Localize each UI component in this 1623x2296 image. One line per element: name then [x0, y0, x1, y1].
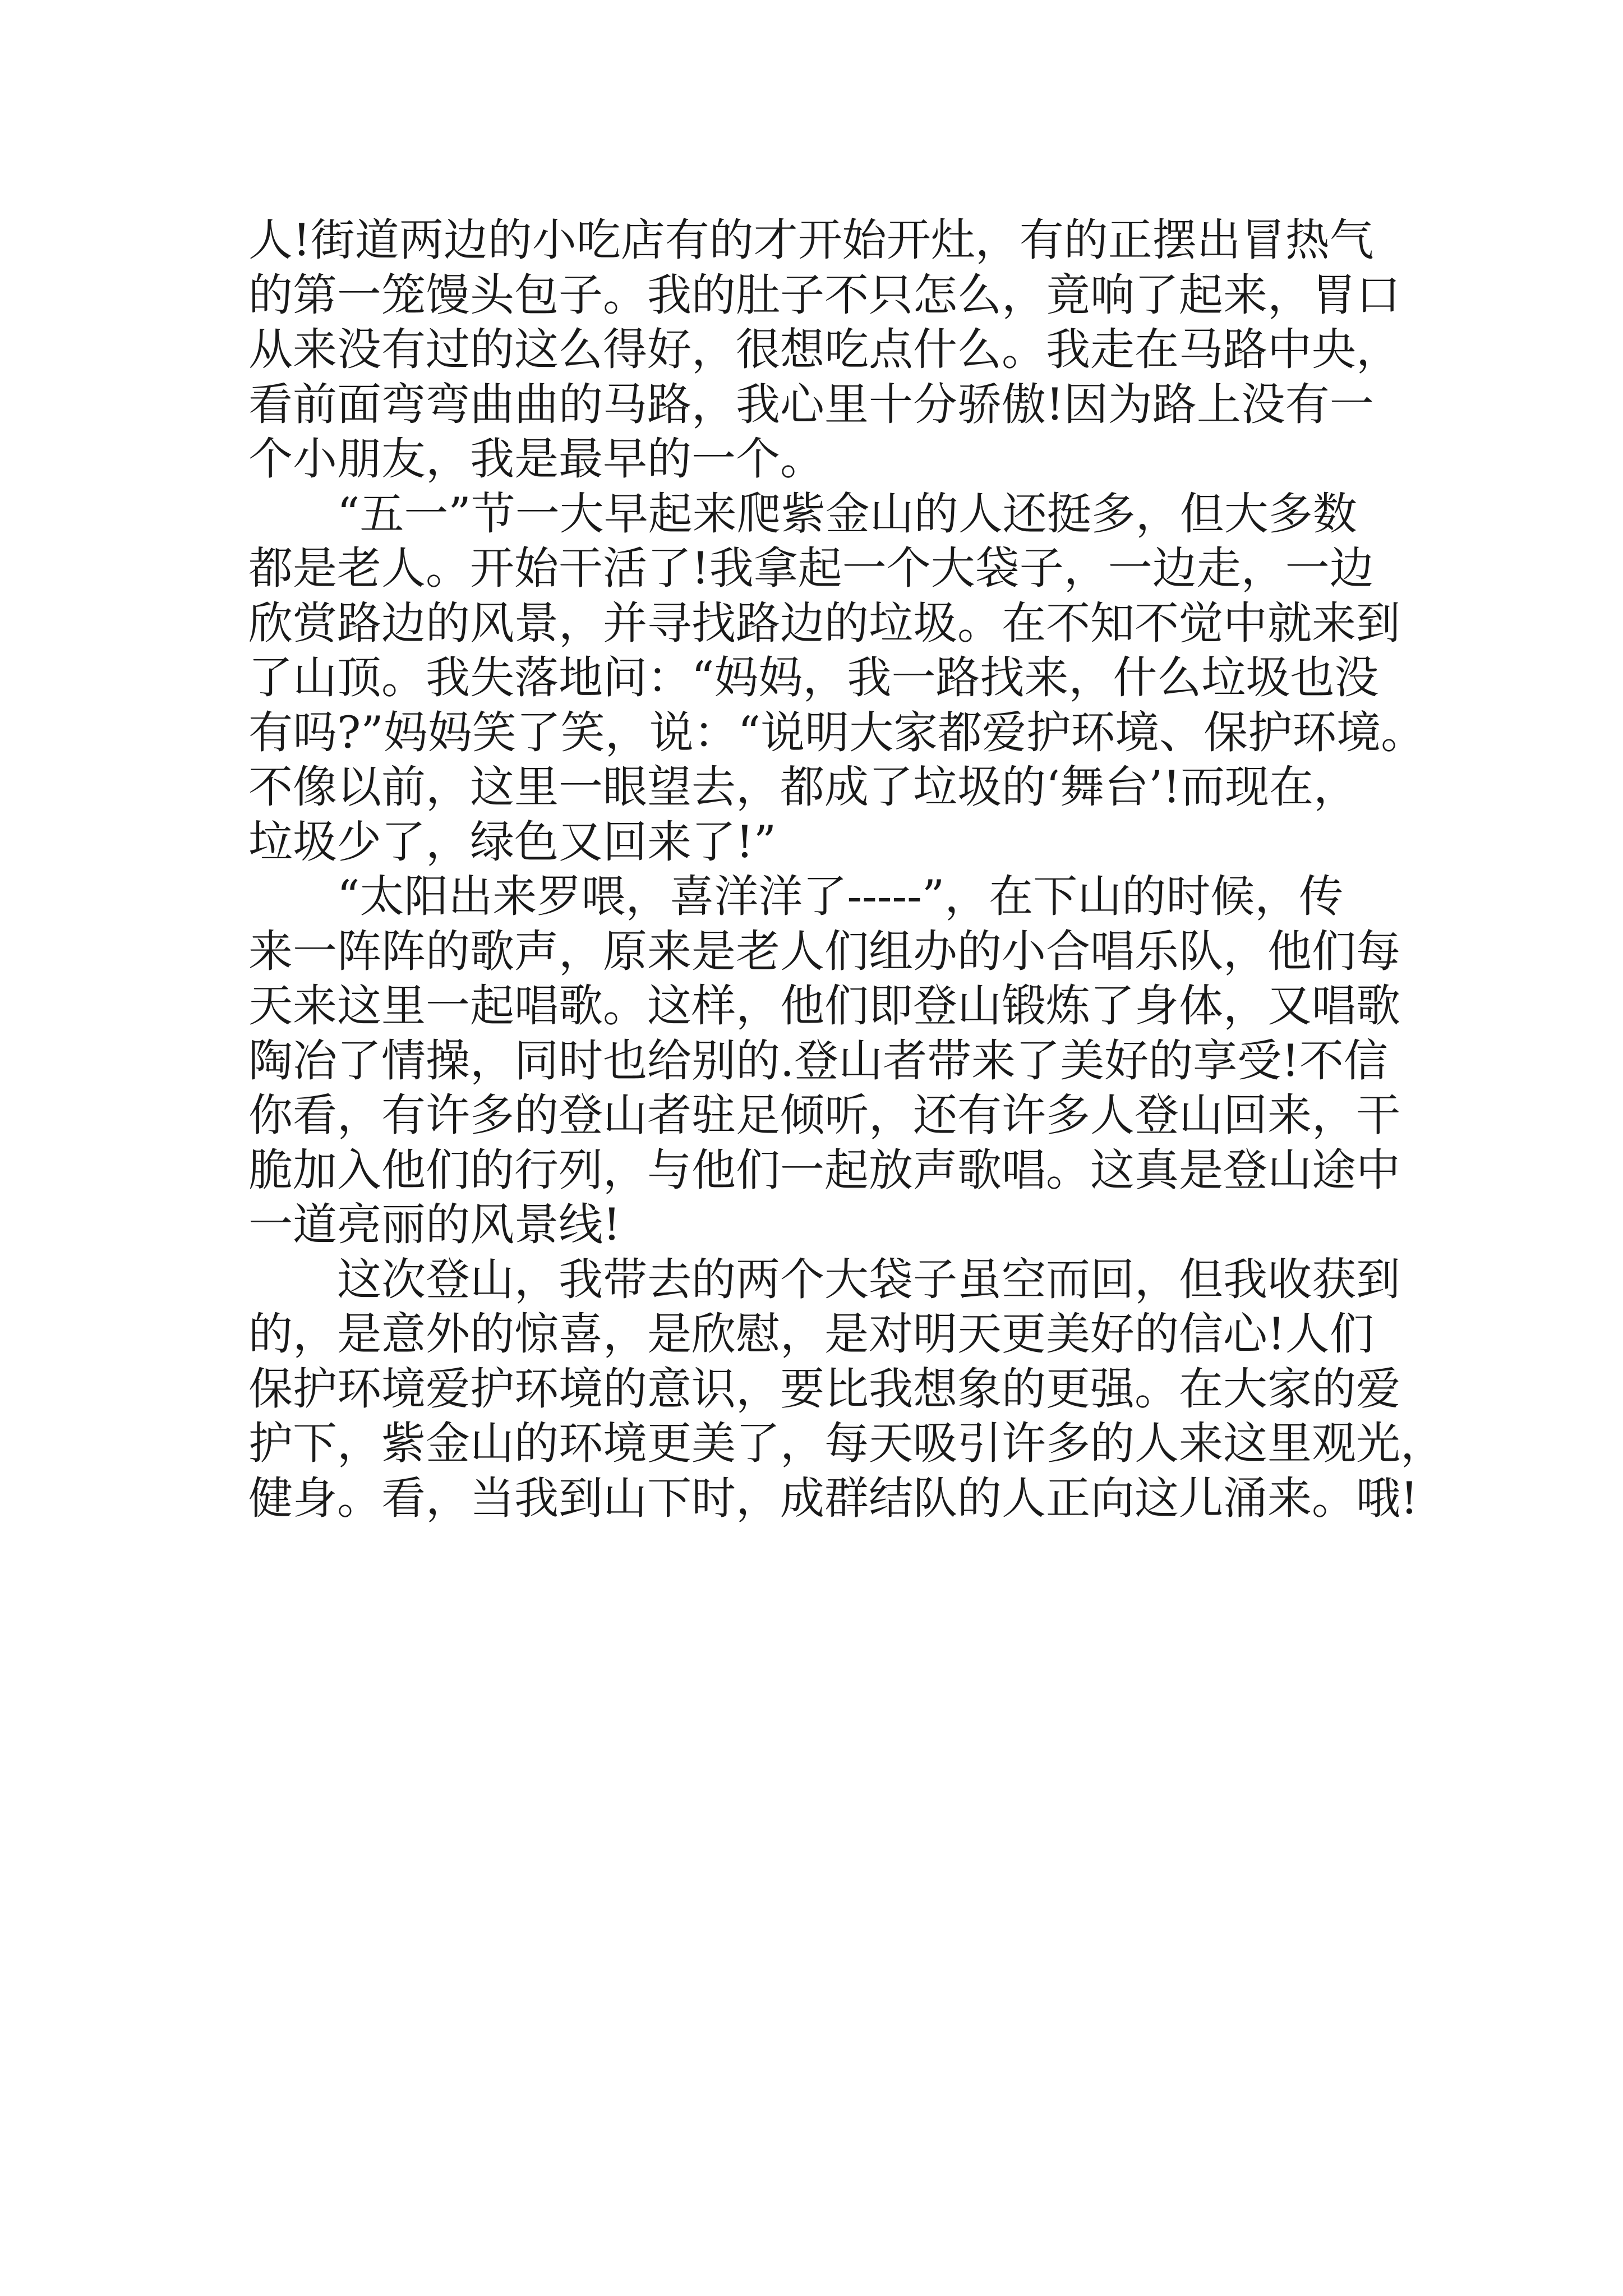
text-line: 脆加入他们的行列，与他们一起放声歌唱。这真是登山途中: [248, 1144, 1400, 1196]
text-line: 欣赏路边的风景，并寻找路边的垃圾。在不知不觉中就来到: [248, 597, 1400, 649]
text-line: 看前面弯弯曲曲的马路，我心里十分骄傲!因为路上没有一: [248, 378, 1374, 430]
text-line: 你看，有许多的登山者驻足倾听，还有许多人登山回来，干: [248, 1089, 1400, 1141]
text-line: 一道亮丽的风景线!: [248, 1199, 621, 1250]
text-line: 都是老人。开始干活了!我拿起一个大袋子，一边走，一边: [248, 542, 1374, 594]
text-line: 垃圾少了，绿色又回来了!”: [248, 816, 777, 868]
text-line: 了山顶。我失落地问：“妈妈，我一路找来，什么垃圾也没: [248, 652, 1379, 703]
text-line: 人!街道两边的小吃店有的才开始开灶，有的正摆出冒热气: [248, 214, 1374, 266]
text-line: 有吗?”妈妈笑了笑，说：“说明大家都爱护环境、保护环境。: [248, 706, 1426, 758]
text-line: 从来没有过的这么得好，很想吃点什么。我走在马路中央，: [248, 324, 1400, 375]
text-line: 的，是意外的惊喜，是欣慰，是对明天更美好的信心!人们: [248, 1308, 1374, 1360]
text-line: 的第一笼馒头包子。我的肚子不只怎么，竟响了起来，胃口: [248, 269, 1400, 321]
article-body: [248, 213, 1445, 1526]
text-line: 健身。看，当我到山下时，成群结队的人正向这儿涌来。哦!: [248, 1472, 1418, 1524]
text-line: 陶冶了情操，同时也给别的.登山者带来了美好的享受!不信: [248, 1034, 1388, 1087]
text-line: 保护环境爱护环境的意识，要比我想象的更强。在大家的爱: [248, 1363, 1400, 1415]
text-line: “五一”节一大早起来爬紫金山的人还挺多，但大多数: [337, 487, 1357, 540]
text-line: 来一阵阵的歌声，原来是老人们组办的小合唱乐队，他们每: [248, 925, 1400, 977]
text-line: 天来这里一起唱歌。这样，他们即登山锻炼了身体，又唱歌: [248, 980, 1400, 1032]
text-line: 这次登山，我带去的两个大袋子虽空而回，但我收获到: [337, 1253, 1400, 1305]
text-line: 护下，紫金山的环境更美了，每天吸引许多的人来这里观光，: [248, 1418, 1445, 1469]
text-line: 个小朋友，我是最早的一个。: [248, 433, 824, 485]
text-line: 不像以前，这里一眼望去，都成了垃圾的‘舞台’!而现在，: [248, 761, 1358, 813]
text-line: “太阳出来罗喂，喜洋洋了-----”，在下山的时候，传: [337, 871, 1344, 922]
